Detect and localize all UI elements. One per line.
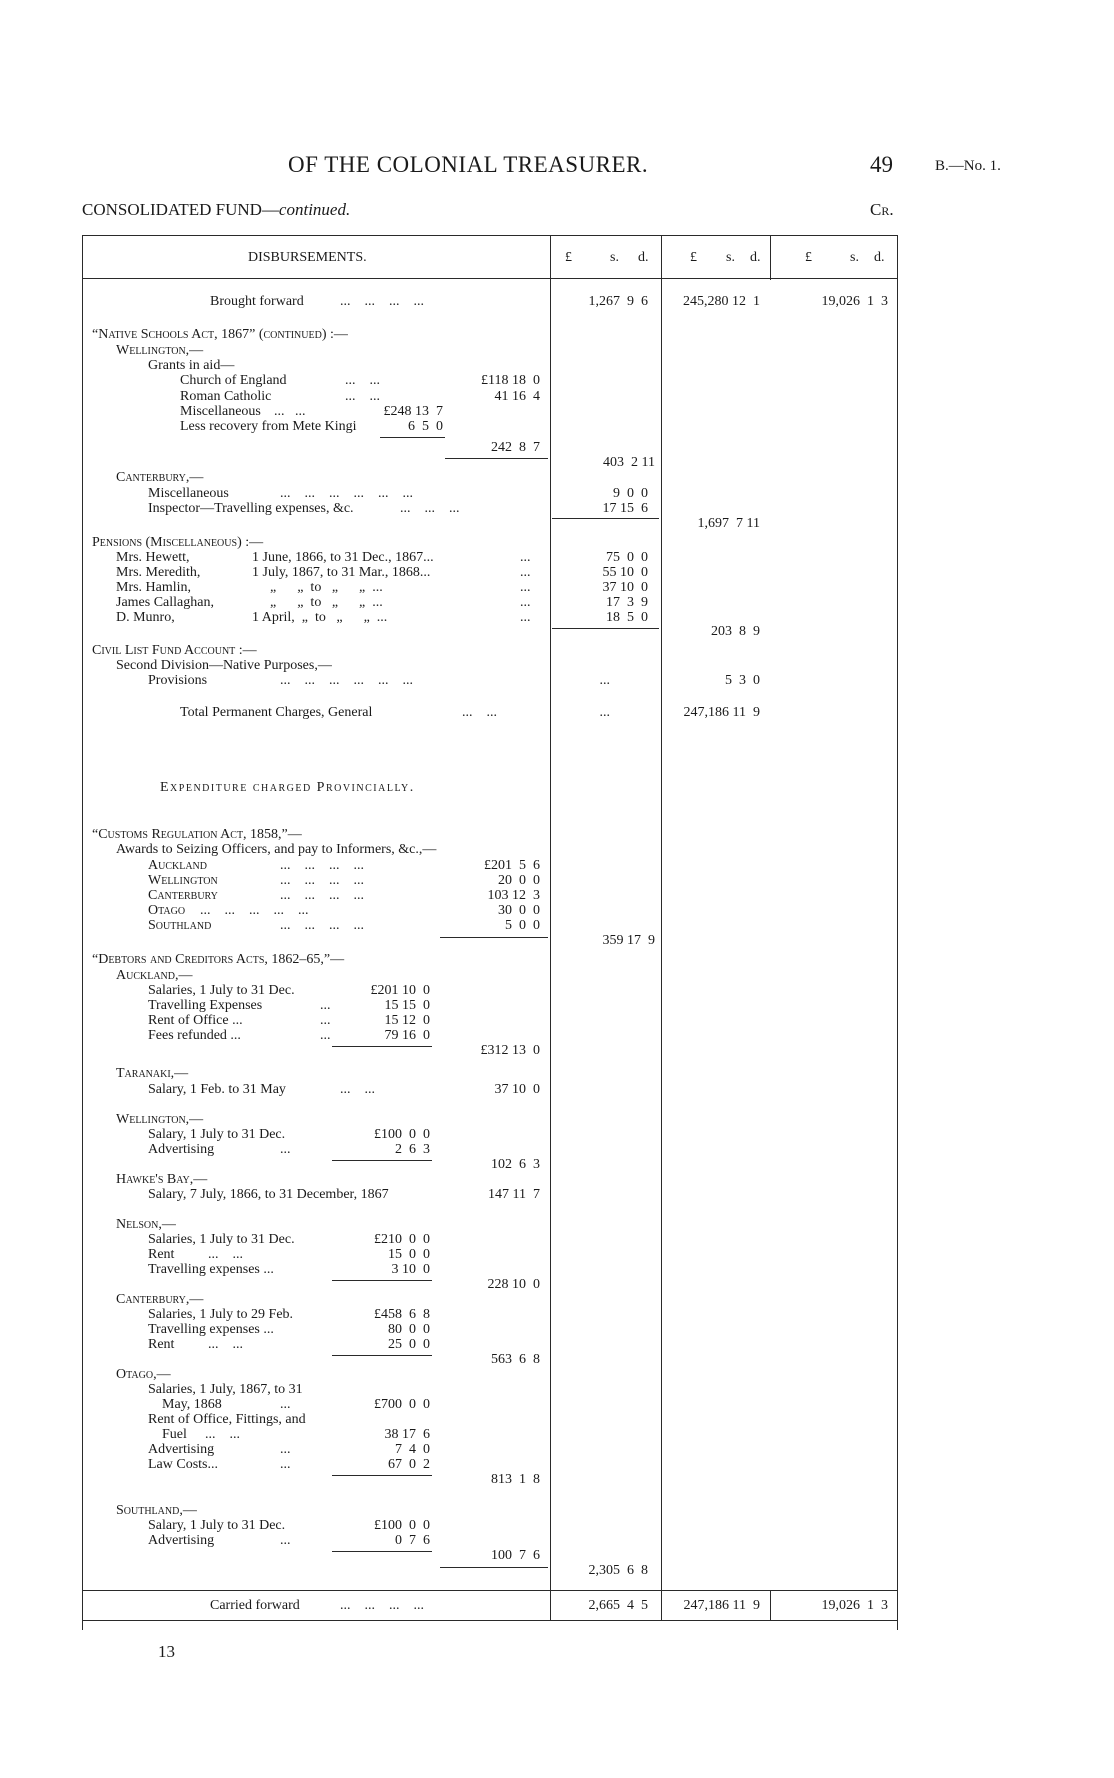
debtors-item-amount: 67 0 2: [388, 1457, 430, 1472]
sum-rule: [332, 1355, 432, 1356]
customs-item-label: Southland: [148, 918, 212, 933]
debtors-item-amount: £100 0 0: [374, 1518, 430, 1533]
debtors-item-label: Salaries, 1 July to 31 Dec.: [148, 983, 295, 998]
table-left-rule: [82, 235, 83, 1630]
sum-rule: [332, 1046, 432, 1047]
table-right-rule: [897, 235, 898, 1630]
leader-dots: ... ... ... ...: [280, 858, 364, 873]
canterbury-item-label: Miscellaneous: [148, 486, 229, 501]
debtors-item-label: Advertising: [148, 1142, 215, 1157]
debtors-item-label: Fees refunded ...: [148, 1028, 241, 1043]
disbursements-header: DISBURSEMENTS.: [248, 250, 367, 265]
customs-item-label: Wellington: [148, 873, 218, 888]
carried-forward-c2: 247,186 11 9: [683, 1598, 760, 1613]
debtors-item-amount: 15 0 0: [388, 1247, 430, 1262]
debtors-item-label: Salaries, 1 July to 29 Feb.: [148, 1307, 294, 1322]
pension-amount: 17 3 9: [606, 595, 648, 610]
canterbury-item-amount: 9 0 0: [613, 486, 648, 501]
canterbury-item-label: Inspector—Travelling expenses, &c.: [148, 501, 354, 516]
grant-item-amount: 41 16 4: [494, 389, 540, 404]
otago-rent-line2: Fuel: [162, 1427, 187, 1442]
debtors-canterbury-label: Canterbury,—: [116, 1292, 204, 1307]
native-schools-total: 1,697 7 11: [697, 516, 760, 531]
wellington-subtotal: 403 2 11: [603, 455, 655, 470]
debtors-item-amount: 7 4 0: [395, 1442, 430, 1457]
debtors-item-label: Salary, 1 July to 31 Dec.: [148, 1518, 286, 1533]
customs-item-amount: 20 0 0: [498, 873, 540, 888]
sum-rule: [380, 437, 445, 438]
pension-name: Mrs. Hewett,: [116, 550, 190, 565]
debtors-otago-total: 813 1 8: [491, 1472, 540, 1487]
debtors-grand-total: 2,305 6 8: [588, 1563, 648, 1578]
sum-rule: [552, 518, 659, 519]
document-ref: B.—No. 1.: [935, 158, 1001, 174]
debtors-otago-label: Otago,—: [116, 1367, 171, 1382]
taranaki-line: Salary, 1 Feb. to 31 May: [148, 1082, 286, 1097]
debtors-item-amount: 79 16 0: [384, 1028, 430, 1043]
less-recovery-amount: 6 5 0: [408, 419, 443, 434]
pension-period: „ „ to „ „ ...: [270, 595, 383, 610]
credit-side-label: Cr.: [870, 200, 894, 219]
debtors-item-amount: 2 6 3: [395, 1142, 430, 1157]
debtors-wellington-label: Wellington,—: [116, 1112, 204, 1127]
misc-label: Miscellaneous: [180, 404, 261, 419]
pension-amount: 18 5 0: [606, 610, 648, 625]
debtors-hawkes-bay-label: Hawke's Bay,—: [116, 1172, 208, 1187]
debtors-nelson-total: 228 10 0: [487, 1277, 540, 1292]
leader-dots: ... ...: [208, 1247, 243, 1262]
leader-dots: ... ... ... ... ... ...: [280, 673, 413, 688]
sum-rule: [332, 1475, 432, 1476]
less-recovery-label: Less recovery from Mete Kingi: [180, 419, 357, 434]
civil-list-division: Second Division—Native Purposes,—: [116, 658, 332, 673]
native-wellington-label: Wellington,—: [116, 343, 204, 358]
leader-dots: ... ... ... ...: [340, 294, 424, 309]
debtors-item-label: Advertising: [148, 1533, 215, 1548]
otago-salaries-line2: May, 1868: [162, 1397, 222, 1412]
native-canterbury-label: Canterbury,—: [116, 470, 204, 485]
pension-period: 1 April, „ to „ „ ...: [252, 610, 388, 625]
leader-dots: ...: [520, 550, 531, 565]
col2-left-rule: [661, 235, 662, 1620]
pension-name: D. Munro,: [116, 610, 175, 625]
customs-item-label: Otago: [148, 903, 186, 918]
col1-pence-header: d.: [638, 250, 649, 265]
leader-dots: ... ...: [274, 404, 306, 419]
otago-rent-line1: Rent of Office, Fittings, and: [148, 1412, 306, 1427]
customs-item-label: Auckland: [148, 858, 207, 873]
debtors-wellington-total: 102 6 3: [491, 1157, 540, 1172]
sum-rule: [440, 937, 548, 938]
native-schools-heading: “Native Schools Act, 1867” (continued) :—: [92, 327, 348, 342]
pension-amount: 37 10 0: [602, 580, 648, 595]
leader-dots: ... ... ... ... ...: [200, 903, 309, 918]
leader-dots: ... ... ... ...: [280, 873, 364, 888]
grant-item-label: Roman Catholic: [180, 389, 272, 404]
leader-dots: ...: [280, 1533, 291, 1548]
hawkes-bay-line: Salary, 7 July, 1866, to 31 December, 1867: [148, 1187, 389, 1202]
debtors-item-amount: 3 10 0: [391, 1262, 430, 1277]
pensions-total: 203 8 9: [711, 624, 760, 639]
debtors-item-amount: £210 0 0: [374, 1232, 430, 1247]
leader-dots: ...: [520, 580, 531, 595]
sum-rule: [332, 1280, 432, 1281]
col3-left-rule-lower: [770, 1590, 771, 1620]
debtors-southland-total: 100 7 6: [491, 1548, 540, 1563]
leader-dots: ... ...: [340, 1082, 375, 1097]
header-rule: [82, 278, 897, 279]
provisions-label: Provisions: [148, 673, 208, 688]
pension-name: James Callaghan,: [116, 595, 214, 610]
customs-item-amount: £201 5 6: [484, 858, 540, 873]
page-title: OF THE COLONIAL TREASURER.: [288, 152, 649, 177]
brought-forward-c1: 1,267 9 6: [588, 294, 648, 309]
debtors-item-label: Travelling expenses ...: [148, 1262, 274, 1277]
debtors-taranaki-total: 37 10 0: [494, 1082, 540, 1097]
leader-dots: ...: [520, 565, 531, 580]
col1-shillings-header: s.: [610, 250, 619, 265]
debtors-item-amount: 80 0 0: [388, 1322, 430, 1337]
carried-forward-label: Carried forward: [210, 1598, 300, 1613]
sum-rule: [332, 1551, 432, 1552]
leader-dots: ... ... ... ...: [340, 1598, 424, 1613]
debtors-item-amount: £458 6 8: [374, 1307, 430, 1322]
otago-salaries-line1: Salaries, 1 July, 1867, to 31: [148, 1382, 303, 1397]
debtors-taranaki-label: Taranaki,—: [116, 1066, 189, 1081]
carried-top-rule: [82, 1590, 897, 1591]
debtors-item-label: Rent: [148, 1247, 175, 1262]
col2-shillings-header: s.: [726, 250, 735, 265]
brought-forward-c3: 19,026 1 3: [821, 294, 888, 309]
leader-dots: ...: [280, 1397, 291, 1412]
col3-left-rule: [770, 235, 771, 280]
debtors-item-label: Salaries, 1 July to 31 Dec.: [148, 1232, 295, 1247]
leader-dots: ... ...: [345, 389, 380, 404]
misc-amount: £248 13 7: [383, 404, 443, 419]
leader-dots: ... ... ... ... ... ...: [280, 486, 413, 501]
debtors-item-label: Travelling expenses ...: [148, 1322, 274, 1337]
leader-dots: ...: [520, 610, 531, 625]
debtors-southland-label: Southland,—: [116, 1503, 197, 1518]
debtors-item-amount: £201 10 0: [370, 983, 430, 998]
permanent-total-label: Total Permanent Charges, General: [180, 705, 373, 720]
sum-rule: [445, 458, 548, 459]
leader-dots: ... ...: [345, 373, 380, 388]
debtors-canterbury-total: 563 6 8: [491, 1352, 540, 1367]
pensions-heading: Pensions (Miscellaneous) :—: [92, 535, 264, 550]
leader-dots: ... ... ... ...: [280, 888, 364, 903]
col1-left-rule: [550, 235, 551, 1620]
debtors-hawkes-bay-total: 147 11 7: [488, 1187, 540, 1202]
sum-rule: [440, 1567, 548, 1568]
table-bottom-rule: [82, 1620, 897, 1621]
leader-dots: ... ...: [205, 1427, 240, 1442]
permanent-total-c2: 247,186 11 9: [683, 705, 760, 720]
pension-name: Mrs. Meredith,: [116, 565, 201, 580]
debtors-item-label: Advertising: [148, 1442, 215, 1457]
customs-item-amount: 103 12 3: [487, 888, 540, 903]
leader-dots: ...: [320, 1013, 331, 1028]
customs-heading: “Customs Regulation Act, 1858,”—: [92, 827, 302, 842]
col2-pounds-header: £: [690, 250, 697, 265]
debtors-item-label: Travelling Expenses: [148, 998, 263, 1013]
col2-pence-header: d.: [750, 250, 761, 265]
debtors-item-label: Law Costs...: [148, 1457, 218, 1472]
misc-net-amount: 242 8 7: [491, 440, 540, 455]
pension-amount: 55 10 0: [602, 565, 648, 580]
otago-salaries-amount: £700 0 0: [374, 1397, 430, 1412]
civil-list-heading: Civil List Fund Account :—: [92, 643, 257, 658]
leader-dots: ...: [280, 1457, 291, 1472]
leader-dots: ... ...: [462, 705, 497, 720]
leader-dots: ... ... ... ...: [280, 918, 364, 933]
leader-dots: ...: [520, 595, 531, 610]
table-top-rule: [82, 235, 897, 236]
pension-period: 1 July, 1867, to 31 Mar., 1868...: [252, 565, 431, 580]
customs-total: 359 17 9: [602, 933, 655, 948]
customs-item-amount: 30 0 0: [498, 903, 540, 918]
carried-forward-c1: 2,665 4 5: [588, 1598, 648, 1613]
pension-amount: 75 0 0: [606, 550, 648, 565]
debtors-item-amount: £100 0 0: [374, 1127, 430, 1142]
customs-item-amount: 5 0 0: [505, 918, 540, 933]
brought-forward-c2: 245,280 12 1: [683, 294, 760, 309]
grant-item-label: Church of England: [180, 373, 287, 388]
debtors-item-label: Salary, 1 July to 31 Dec.: [148, 1127, 286, 1142]
leader-dots: ... ... ...: [400, 501, 460, 516]
debtors-item-label: Rent: [148, 1337, 175, 1352]
pension-period: „ „ to „ „ ...: [270, 580, 383, 595]
debtors-item-amount: 0 7 6: [395, 1533, 430, 1548]
debtors-item-label: Rent of Office ...: [148, 1013, 243, 1028]
debtors-item-amount: 15 12 0: [384, 1013, 430, 1028]
fund-title: [82, 200, 350, 220]
debtors-nelson-label: Nelson,—: [116, 1217, 176, 1232]
leader-dots: ...: [280, 1442, 291, 1457]
fund-name: CONSOLIDATED FUND—: [82, 200, 279, 219]
canterbury-item-amount: 17 15 6: [602, 501, 648, 516]
sum-rule: [552, 628, 659, 629]
debtors-item-amount: 15 15 0: [384, 998, 430, 1013]
provincial-heading: Expenditure charged Provincially.: [160, 780, 415, 795]
col3-pounds-header: £: [805, 250, 812, 265]
otago-rent-amount: 38 17 6: [384, 1427, 430, 1442]
col3-pence-header: d.: [874, 250, 885, 265]
leader-dots: ... ...: [208, 1337, 243, 1352]
provisions-c2: 5 3 0: [725, 673, 760, 688]
debtors-heading: “Debtors and Creditors Acts, 1862–65,”—: [92, 952, 345, 967]
page-number: 49: [870, 152, 893, 177]
grant-item-amount: £118 18 0: [481, 373, 540, 388]
customs-sub: Awards to Seizing Officers, and pay to Informers, &c.,—: [116, 842, 437, 857]
leader-dots: ...: [280, 1142, 291, 1157]
col1-pounds-header: £: [565, 250, 572, 265]
debtors-item-amount: 25 0 0: [388, 1337, 430, 1352]
leader-dots: ...: [320, 998, 331, 1013]
debtors-auckland-label: Auckland,—: [116, 968, 193, 983]
sheet-number: 13: [158, 1642, 175, 1661]
fund-continued: continued.: [278, 200, 351, 219]
leader-dots: ...: [320, 1028, 331, 1043]
col3-shillings-header: s.: [850, 250, 859, 265]
sum-rule: [332, 1160, 432, 1161]
grants-label: Grants in aid—: [148, 358, 235, 373]
carried-forward-c3: 19,026 1 3: [821, 1598, 888, 1613]
debtors-auckland-total: £312 13 0: [480, 1043, 540, 1058]
provisions-c1: ...: [599, 673, 610, 688]
brought-forward-label: Brought forward: [210, 294, 304, 309]
customs-item-label: Canterbury: [148, 888, 218, 903]
pension-period: 1 June, 1866, to 31 Dec., 1867...: [252, 550, 434, 565]
permanent-total-c1: ...: [599, 705, 610, 720]
pension-name: Mrs. Hamlin,: [116, 580, 192, 595]
